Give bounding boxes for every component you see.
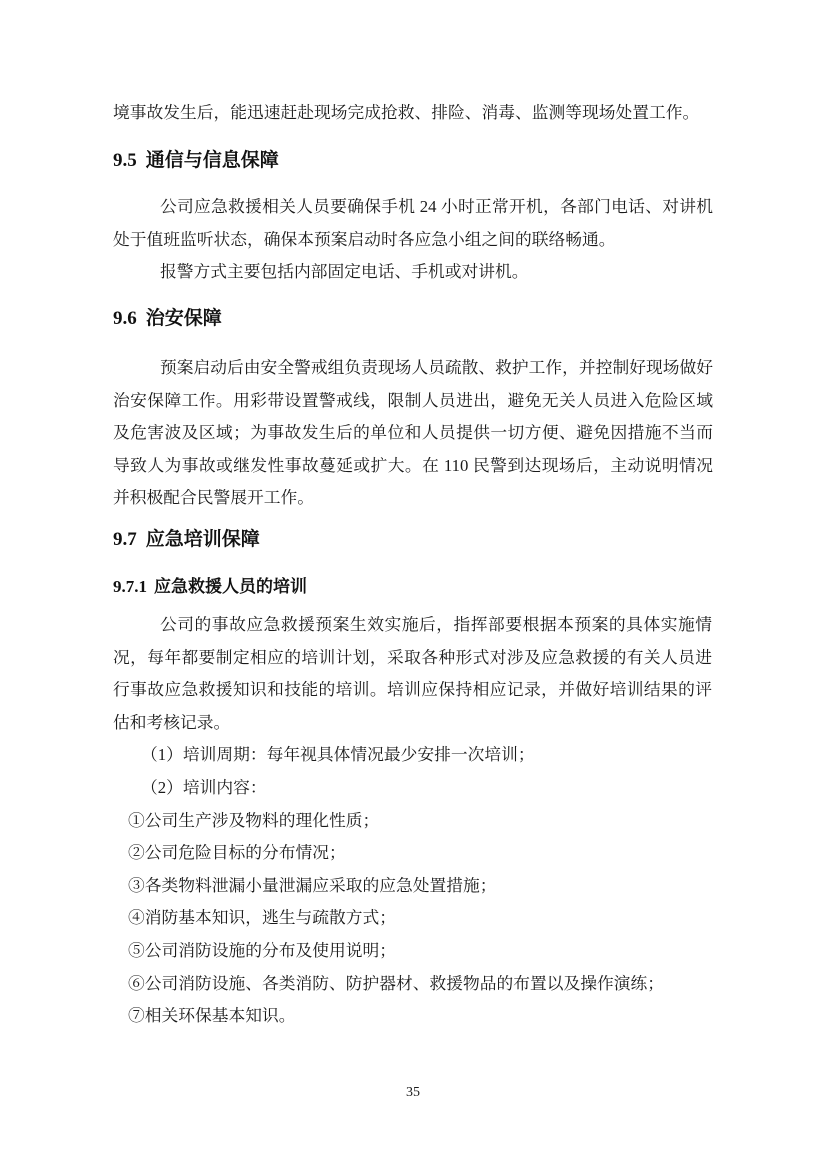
section-number: 9.5 (113, 150, 137, 171)
paragraph-security: 预案启动后由安全警戒组负责现场人员疏散、救护工作，并控制好现场做好治安保障工作。用彩带设置警戒线，限制人员进出，避免无关人员进入危险区域及危害波及区域；为事故发生后的单位和人员提供一切方便、避免因措施不当而导致人为事故或继发性事故蔓延或扩大。在 110 民警到达现场后，主动说明情况并积极配合民警展开工作。 (113, 358, 713, 508)
paragraph-training: 公司的事故应急救援预案生效实施后，指挥部要根据本预案的具体实施情况，每年都要制定相应的培训计划，采取各种形式对涉及应急救援的有关人员进行事故应急救援知识和技能的培训。培训应保持相应记录，并做好培训结果的评估和考核记录。 (113, 615, 712, 732)
section-title: 通信与信息保障 (145, 150, 279, 171)
training-text-block (113, 609, 713, 1033)
list-item-4: ④消防基本知识，逃生与疏散方式； (128, 908, 397, 928)
section-title: 治安保障 (145, 308, 222, 329)
list-item-training-content: （2）培训内容： (141, 777, 267, 797)
list-item-3: ③各类物料泄漏小量泄漏应采取的应急处置措施； (128, 875, 497, 895)
page-number: 35 (406, 1085, 420, 1100)
section-number: 9.7 (113, 529, 137, 550)
section-number: 9.6 (113, 308, 137, 329)
text-column (113, 0, 713, 1169)
subsection-number: 9.7.1 (113, 577, 147, 596)
subsection-title: 应急救援人员的培训 (154, 577, 307, 596)
paragraph-continuation: 境事故发生后，能迅速赶赴现场完成抢救、排险、消毒、监测等现场处置工作。 (113, 103, 700, 122)
section-title: 应急培训保障 (145, 529, 260, 550)
list-item-7: ⑦相关环保基本知识。 (128, 1006, 296, 1026)
list-item-5: ⑤公司消防设施的分布及使用说明； (128, 940, 397, 960)
list-item-2: ②公司危险目标的分布情况； (128, 843, 346, 863)
section-heading-9-7 (113, 527, 713, 553)
list-item-training-cycle: （1）培训周期：每年视具体情况最少安排一次培训； (141, 745, 535, 765)
list-item-6: ⑥公司消防设施、各类消防、防护器材、救援物品的布置以及操作演练； (128, 973, 665, 993)
section-heading-9-5 (113, 148, 713, 174)
subsection-heading-9-7-1 (113, 575, 713, 599)
paragraph-communication-2: 报警方式主要包括内部固定电话、手机或对讲机。 (160, 262, 529, 281)
paragraph-communication-1: 公司应急救援相关人员要确保手机 24 小时正常开机，各部门电话、对讲机处于值班监听状态，确保本预案启动时各应急小组之间的联络畅通。 (113, 197, 713, 249)
section-heading-9-6 (113, 306, 713, 332)
list-item-1: ①公司生产涉及物料的理化性质； (128, 810, 380, 830)
